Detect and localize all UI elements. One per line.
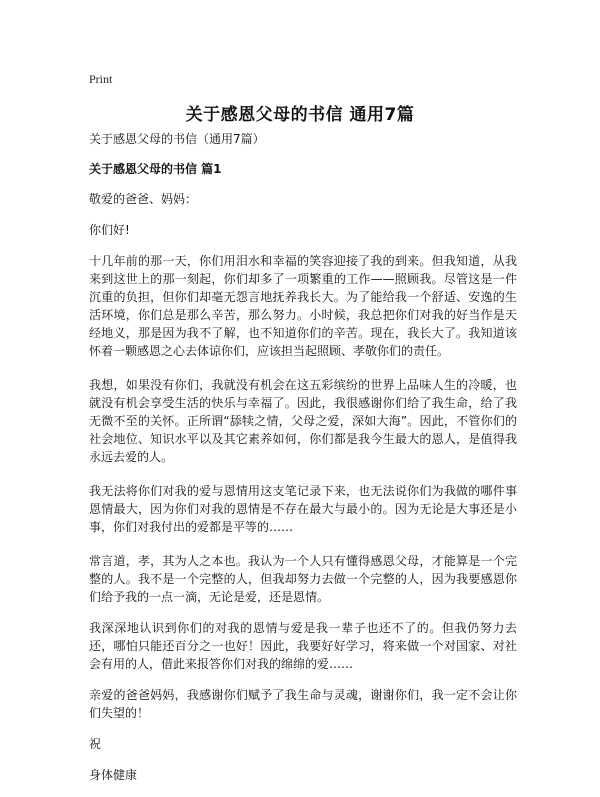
letter-closing-wish: 身体健康 (89, 768, 138, 782)
section-heading: 关于感恩父母的书信 篇1 (89, 162, 222, 176)
print-link[interactable]: Print (89, 72, 113, 86)
document-subtitle: 关于感恩父母的书信（通用7篇） (89, 132, 265, 146)
letter-greeting: 敬爱的爸爸、妈妈： (89, 192, 198, 206)
body-paragraph: 我深深地认识到你们的对我的恩情与爱是我一辈子也还不了的。但我仍努力去还，哪怕只能还百分之一也好！因此，我要好好学习，将来做一个对国家、对社会有用的人，借此来报答你们对我的绵绵的爱…… (89, 621, 517, 671)
letter-closing: 祝 (89, 737, 102, 751)
document-title: 关于感恩父母的书信 通用7篇 (185, 105, 415, 125)
body-paragraph: 我无法将你们对我的爱与恩情用这支笔记录下来，也无法说你们为我做的哪件事恩情最大，因为你们对我的恩情是不存在最大与最小的。因为无论是大事还是小事，你们对我付出的爱都是平等的…… (89, 484, 517, 534)
document-body (89, 130, 517, 797)
body-paragraph: 十几年前的那一天，你们用泪水和幸福的笑容迎接了我的到来。但我知道，从我来到这世上的那一刻起，你们却多了一项繁重的工作——照顾我。尽管这是一件沉重的负担，但你们却毫无怨言地抚养我长大。为了能给我一个舒适、安逸的生活环境，你们总是那么辛苦，那么努力。小时候，我总把你们对我的好当作是天经地义，那是因为我不了解，也不知道你们的辛苦。现在，我长大了。我知道该怀着一颗感恩之心去体谅你们，应该担当起照顾、孝敬你们的责任。 (89, 254, 517, 358)
body-paragraph: 我想，如果没有你们，我就没有机会在这五彩缤纷的世界上品味人生的冷暖，也就没有机会享受生活的快乐与幸福了。因此，我很感谢你们给了我生命，给了我无微不至的关怀。正所谓“舔犊之情，父母之爱，深如大海”。因此，不管你们的社会地位、知识水平以及其它素养如何，你们都是我今生最大的恩人，是值得我永远去爱的人。 (89, 378, 517, 464)
letter-salutation: 你们好! (89, 223, 130, 237)
body-paragraph: 常言道，孝，其为人之本也。我认为一个人只有懂得感恩父母，才能算是一个完整的人。我不是一个完整的人，但我却努力去做一个完整的人，因为我要感恩你们给予我的一点一滴，无论是爱，还是恩情。 (89, 554, 517, 604)
body-paragraph: 亲爱的爸爸妈妈，我感谢你们赋予了我生命与灵魂，谢谢你们，我一定不会让你们失望的！ (89, 688, 517, 720)
